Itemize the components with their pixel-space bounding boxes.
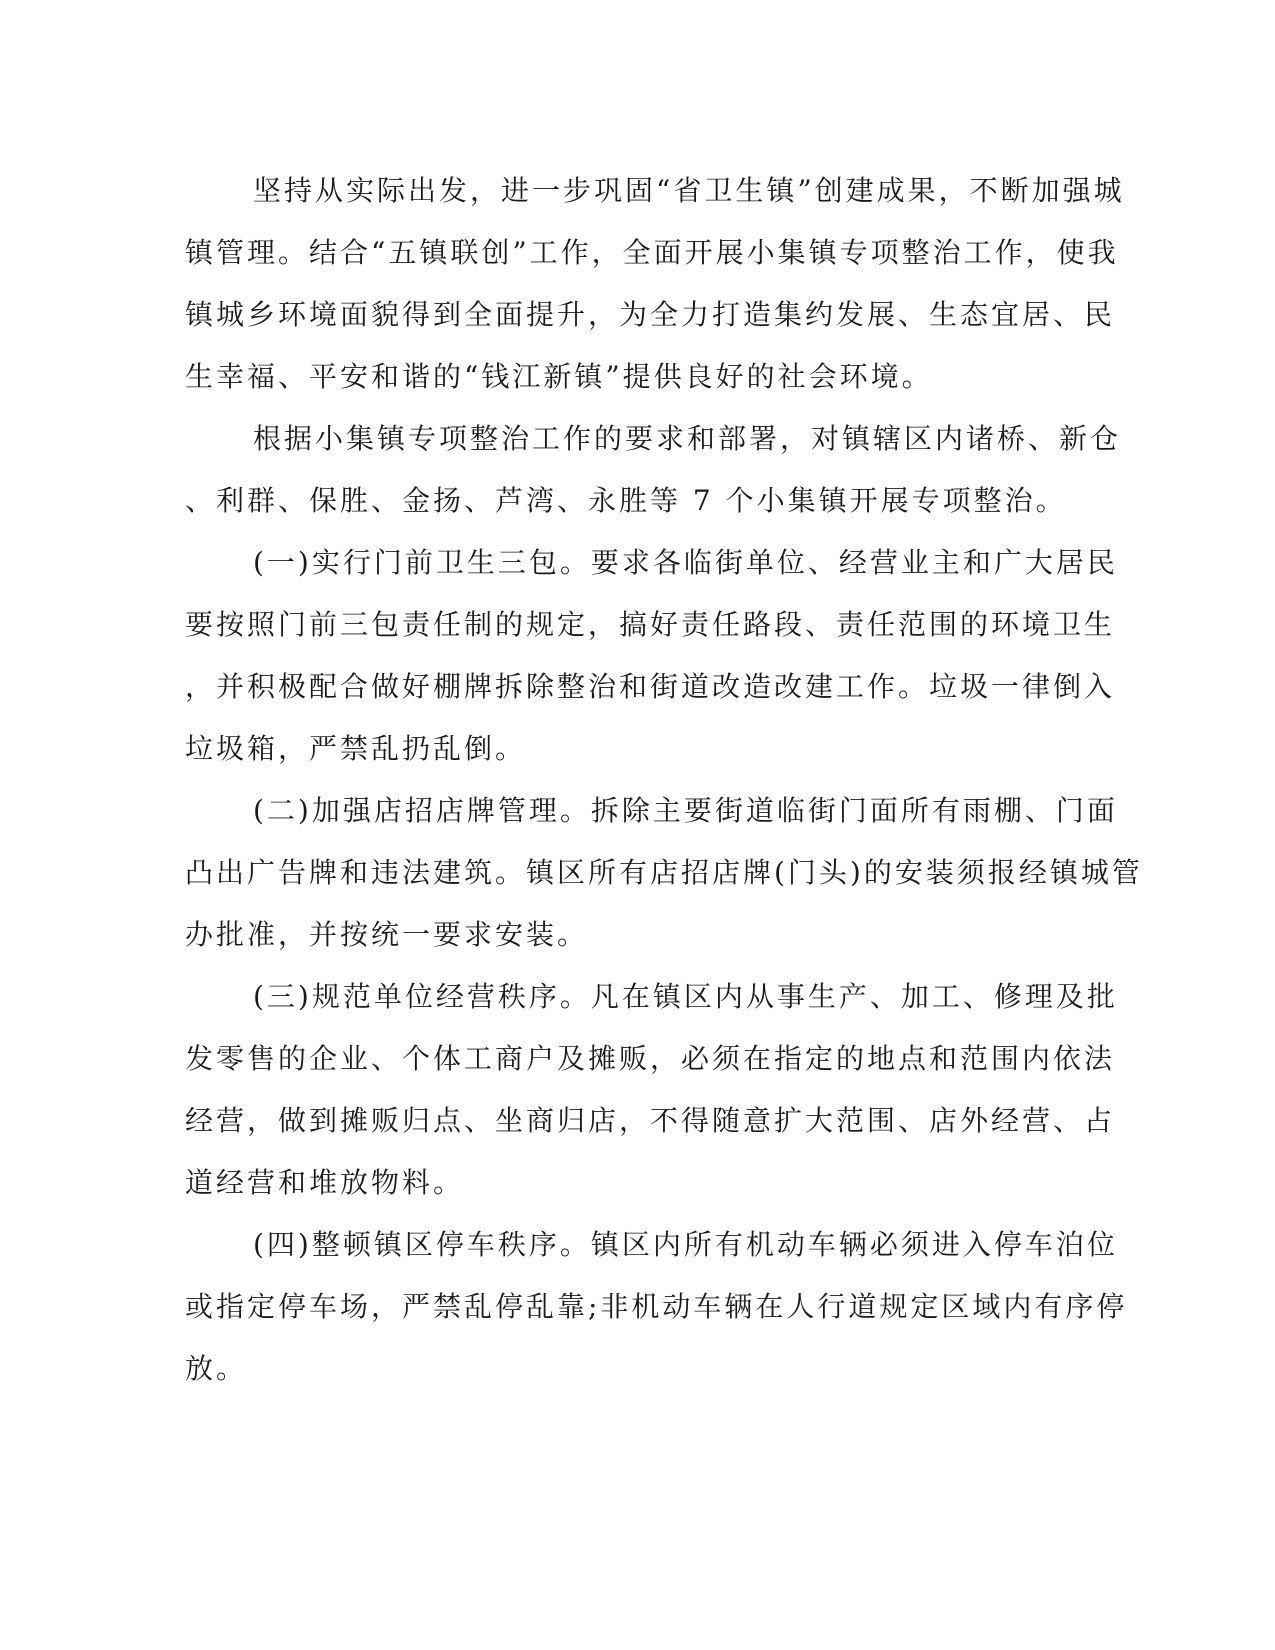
paragraph-line: 镇管理。结合“五镇联创”工作，全面开展小集镇专项整治工作，使我 [185, 236, 1119, 269]
paragraph-line: 发零售的企业、个体工商户及摊贩，必须在指定的地点和范围内依法 [185, 1042, 1116, 1075]
paragraph-line: 放。 [185, 1352, 248, 1385]
paragraph-line: 镇城乡环境面貌得到全面提升，为全力打造集约发展、生态宜居、民 [185, 298, 1116, 331]
document-body [185, 160, 1143, 1400]
paragraph-line: (三)规范单位经营秩序。凡在镇区内从事生产、加工、修理及批 [253, 980, 1118, 1013]
paragraph-6 [185, 1214, 1128, 1400]
paragraph-line: 生幸福、平安和谐的“钱江新镇”提供良好的社会环境。 [185, 360, 933, 393]
paragraph-line: 凸出广告牌和违法建筑。镇区所有店招店牌(门头)的安装须报经镇城管 [185, 856, 1143, 889]
paragraph-line: 根据小集镇专项整治工作的要求和部署，对镇辖区内诸桥、新仓 [253, 422, 1122, 455]
paragraph-line: (四)整顿镇区停车秩序。镇区内所有机动车辆必须进入停车泊位 [253, 1228, 1118, 1261]
paragraph-5 [185, 966, 1118, 1214]
paragraph-line: 要按照门前三包责任制的规定，搞好责任路段、责任范围的环境卫生 [185, 608, 1116, 641]
paragraph-line: 经营，做到摊贩归点、坐商归店，不得随意扩大范围、店外经营、占 [185, 1104, 1116, 1137]
paragraph-line: 或指定停车场，严禁乱停乱靠;非机动车辆在人行道规定区域内有序停 [185, 1290, 1128, 1323]
paragraph-line: 坚持从实际出发，进一步巩固“省卫生镇”创建成果，不断加强城 [253, 174, 1125, 207]
paragraph-line: (一)实行门前卫生三包。要求各临街单位、经营业主和广大居民 [253, 546, 1118, 579]
paragraph-line: 道经营和堆放物料。 [185, 1166, 465, 1199]
paragraph-line: ，并积极配合做好棚牌拆除整治和街道改造改建工作。垃圾一律倒入 [185, 670, 1116, 703]
paragraph-line: 垃圾箱，严禁乱扔乱倒。 [185, 732, 527, 765]
paragraph-3 [185, 532, 1118, 780]
paragraph-line: (二)加强店招店牌管理。拆除主要街道临街门面所有雨棚、门面 [253, 794, 1118, 827]
paragraph-line: 、利群、保胜、金扬、芦湾、永胜等 7 个小集镇开展专项整治。 [185, 484, 1067, 517]
paragraph-1 [185, 160, 1125, 408]
paragraph-4 [185, 780, 1143, 966]
paragraph-line: 办批准，并按统一要求安装。 [185, 918, 589, 951]
paragraph-2 [185, 408, 1122, 532]
